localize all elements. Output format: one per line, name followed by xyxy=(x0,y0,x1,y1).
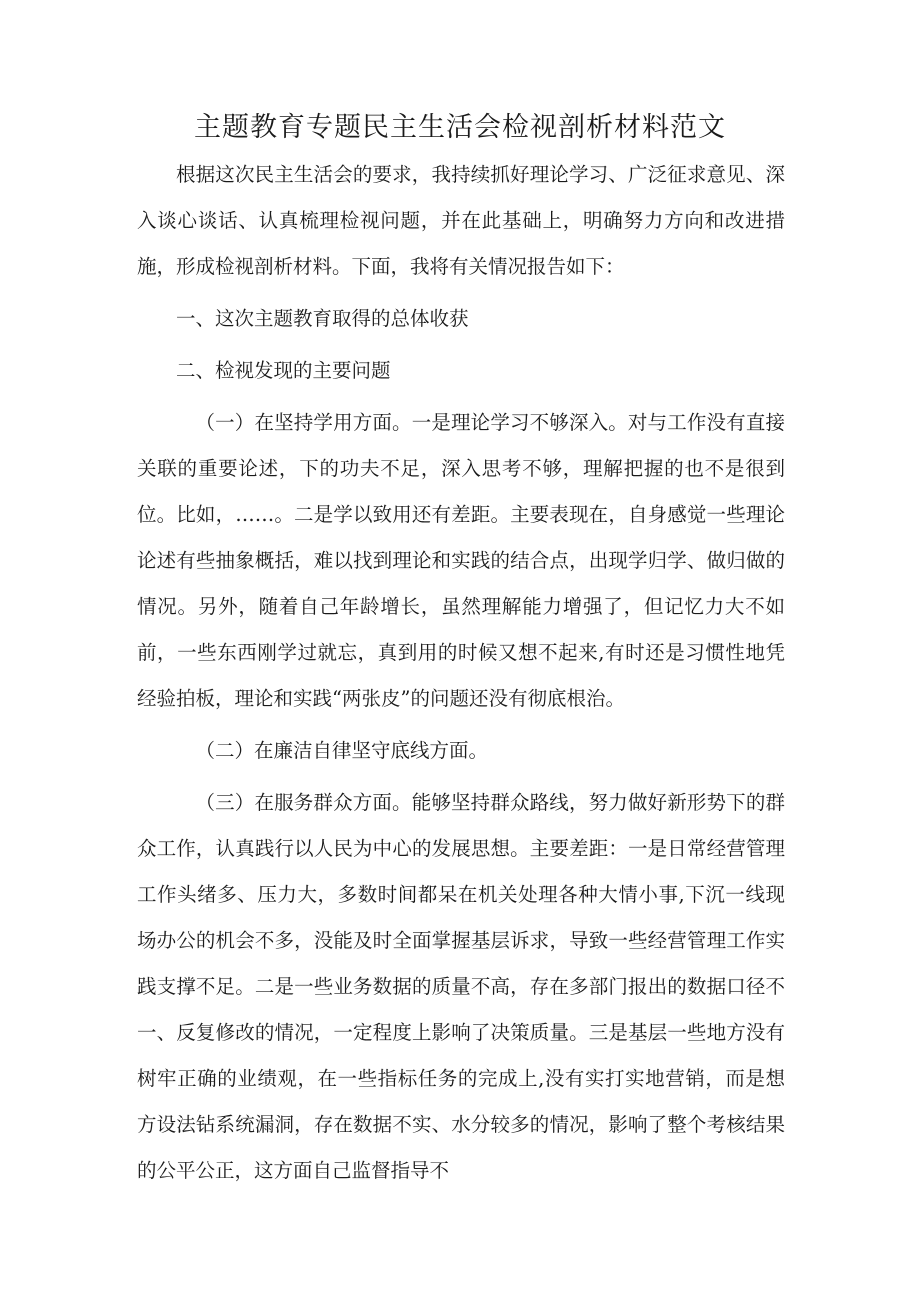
section-heading-2: 二、检视发现的主要问题 xyxy=(176,359,391,382)
intro-paragraph: 根据这次民主生活会的要求，我持续抓好理论学习、广泛征求意见、深入谈心谈话、认真梳理检视问题，并在此基础上，明确努力方向和改进措施，形成检视剖析材料。下面，我将有关情况报告如下： xyxy=(137,163,785,278)
item-paragraph-2: （二）在廉洁自律坚守底线方面。 xyxy=(195,739,489,762)
document-title: 主题教育专题民主生活会检视剖析材料范文 xyxy=(194,112,726,143)
section-heading-1: 一、这次主题教育取得的总体收获 xyxy=(176,307,469,330)
document-body xyxy=(137,152,785,1200)
item-paragraph-1: （一）在坚持学用方面。一是理论学习不够深入。对与工作没有直接关联的重要论述，下的功夫不足，深入思考不够，理解把握的也不是很到位。比如，……。二是学以致用还有差距。主要表现在，自身感觉一些理论论述有些抽象概括，难以找到理论和实践的结合点，出现学归学、做归做的情况。另外，随着自己年龄增长，虽然理解能力增强了，但记忆力大不如前，一些东西刚学过就忘，真到用的时候又想不起来,有时还是习惯性地凭经验拍板，理论和实践“两张皮”的问题还没有彻底根治。 xyxy=(137,411,785,710)
item-paragraph-3: （三）在服务群众方面。能够坚持群众路线，努力做好新形势下的群众工作，认真践行以人民为中心的发展思想。主要差距：一是日常经营管理工作头绪多、压力大，多数时间都呆在机关处理各种大情小事,下沉一线现场办公的机会不多，没能及时全面掌握基层诉求，导致一些经营管理工作实践支撑不足。二是一些业务数据的质量不高，存在多部门报出的数据口径不一、反复修改的情况，一定程度上影响了决策质量。三是基层一些地方没有树牢正确的业绩观，在一些指标任务的完成上,没有实打实地营销，而是想方设法钻系统漏洞，存在数据不实、水分较多的情况，影响了整个考核结果的公平公正，这方面自己监督指导不 xyxy=(137,791,785,1182)
